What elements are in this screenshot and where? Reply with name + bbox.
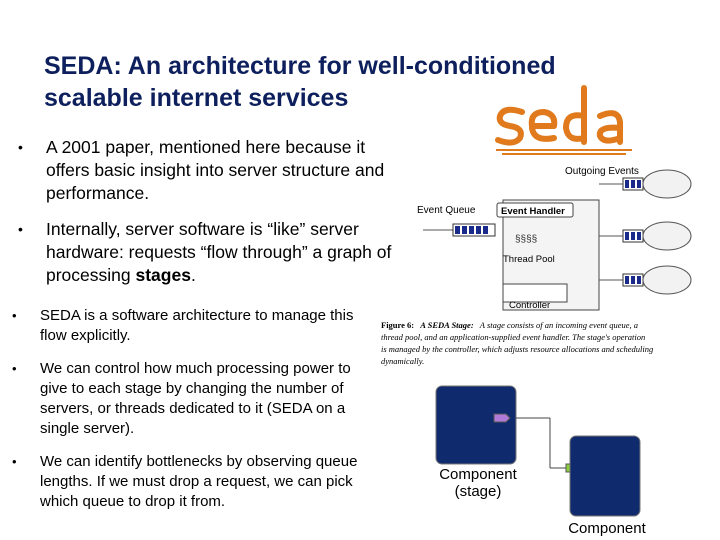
component-second-label: Component [568, 520, 646, 537]
component-stage-label: Component (stage) [439, 466, 517, 500]
event-queue-label: Event Queue [417, 205, 476, 216]
controller-label: Controller [509, 300, 551, 311]
component-stage-box [436, 386, 516, 464]
seda-stage-figure [375, 160, 720, 380]
title-line-2: scalable internet services [44, 84, 349, 112]
bullet-text: A 2001 paper, mentioned here because it offers basic insight into server structure and performance. [46, 137, 385, 203]
outgoing-queues [599, 178, 643, 286]
bullet-architecture [12, 306, 382, 346]
bullet-control [12, 359, 382, 439]
bullet-text: We can control how much processing power to give to each stage by changing the number of servers, or threads dedicated to it (SEDA on a single server). [40, 360, 351, 437]
title-line-1: SEDA: An architecture for well-conditioned [44, 52, 556, 80]
bullet-paper [18, 136, 408, 205]
incoming-queue [423, 224, 495, 236]
thread-pool-threads: §§§§ [515, 234, 538, 245]
outgoing-events-label: Outgoing Events [565, 166, 639, 177]
thread-pool-label: Thread Pool [503, 254, 555, 265]
bullet-dot: • [18, 221, 23, 237]
figure-caption [381, 320, 653, 366]
bullet-bold-stages: stages [135, 265, 191, 285]
event-handler-label: Event Handler [501, 206, 565, 217]
bullet-dot: • [12, 361, 17, 376]
bullet-dot: • [18, 139, 23, 155]
bullet-internally [18, 218, 408, 287]
bullet-bottlenecks [12, 452, 382, 512]
component-diagram [430, 380, 660, 530]
seda-logo [492, 84, 636, 160]
bullet-text: SEDA is a software architecture to manage this flow explicitly. [40, 307, 354, 344]
bullet-dot: • [12, 454, 17, 469]
next-stages [643, 170, 691, 294]
bullet-text: We can identify bottlenecks by observing queue lengths. If we must drop a request, we can pick which queue to drop it from. [40, 453, 358, 510]
bullet-text-end: . [190, 265, 196, 285]
svg-text:thread pool, and an applicatio: thread pool, and an application-supplied event handler. The stage's operation [381, 332, 646, 342]
svg-text:is managed by the controller,: is managed by the controller, which adjusts resource allocations and scheduling [381, 344, 654, 354]
svg-text:Figure 6: A SEDA Stage:: Figure 6: A SEDA Stage: A stage consists of an incoming event queue, a [381, 320, 639, 330]
main-bullet-list [18, 136, 408, 300]
bullet-dot: • [12, 308, 17, 323]
component-second-box [570, 436, 640, 516]
purple-connector [494, 414, 510, 422]
svg-text:dynamically.: dynamically. [381, 356, 425, 366]
bullet-text: Internally, server software is “like” server hardware: requests “flow through” a graph of processing [46, 219, 392, 285]
secondary-bullet-list [12, 306, 382, 525]
